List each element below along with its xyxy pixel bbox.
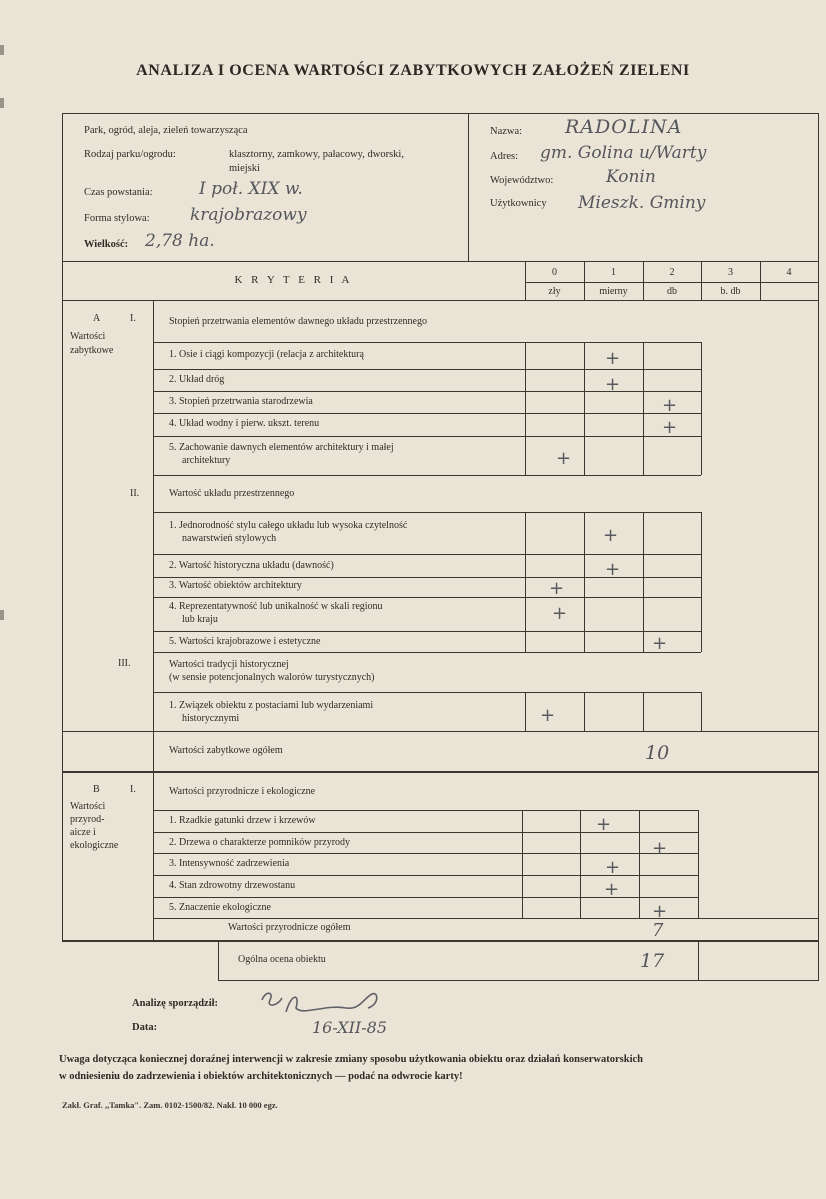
- criterion-a1-2: 2. Układ dróg: [169, 374, 225, 385]
- mark-a1-2: +: [605, 374, 621, 395]
- col-line: [525, 692, 526, 731]
- mark-a1-3: +: [662, 395, 678, 416]
- criterion-a1-5: 5. Zachowanie dawnych elementów architektury i małej: [169, 442, 394, 453]
- criterion-a2-5: 5. Wartości krajobrazowe i estetyczne: [169, 636, 321, 647]
- col-0-name: zły: [548, 286, 561, 297]
- note-text-2-emphasis: podać na odwrocie karty!: [348, 1071, 463, 1082]
- section-a-roman-2: II.: [130, 488, 140, 499]
- style-label: Forma stylowa:: [84, 213, 150, 224]
- section-a-divider: [153, 300, 154, 771]
- mark-b1-2: +: [652, 838, 668, 859]
- users-value: Mieszk. Gminy: [578, 193, 706, 213]
- mark-a3-1: +: [540, 705, 556, 726]
- row-line: [153, 832, 698, 833]
- col-line: [580, 810, 581, 918]
- mark-b1-4: +: [604, 879, 620, 900]
- margin-mark: [0, 45, 4, 55]
- margin-mark: [0, 610, 4, 620]
- group2-title: Wartość układu przestrzennego: [169, 488, 295, 499]
- criterion-a3-1: 1. Związek obiektu z postaciami lub wydarzeniami: [169, 700, 374, 711]
- col-line: [701, 512, 702, 652]
- criterion-a2-2: 2. Wartość historyczna układu (dawność): [169, 560, 334, 571]
- criterion-b1-2: 2. Drzewa o charakterze pomników przyrody: [169, 837, 351, 848]
- row-line: [153, 413, 701, 414]
- col-0-number: 0: [552, 267, 557, 278]
- mark-a2-2: +: [605, 559, 621, 580]
- row-line: [153, 512, 701, 513]
- criterion-a1-1: 1. Osie i ciągi kompozycji (relacja z architekturą: [169, 349, 364, 360]
- section-b-name-2: przyrod-: [70, 814, 105, 825]
- criterion-a2-4: 4. Reprezentatywność lub unikalność w skali regionu: [169, 601, 383, 612]
- size-value: 2,78 ha.: [145, 231, 215, 251]
- col-line: [525, 512, 526, 652]
- group3-title: Wartości tradycji historycznej: [169, 659, 289, 670]
- col-line: [643, 512, 644, 652]
- section-a-bottom: [62, 771, 819, 773]
- mark-a2-5: +: [652, 633, 668, 654]
- criterion-a3-1-cont: historycznymi: [182, 713, 240, 724]
- park-kind-label: Rodzaj parku/ogrodu:: [84, 149, 176, 160]
- section-a-total-value: 10: [645, 742, 670, 764]
- criterion-a2-1: 1. Jednorodność stylu całego układu lub wysoka czytelność: [169, 520, 408, 531]
- row-line: [153, 436, 701, 437]
- note-text-1: koniecznej doraźnej interwencji w zakresie zmiany sposobu użytkowania obiektu oraz działań konserwatorskich: [136, 1054, 643, 1065]
- col-3-name: b. db: [720, 286, 741, 297]
- header-bottom: [62, 261, 819, 262]
- section-b-divider: [153, 771, 154, 941]
- section-a-total-label: Wartości zabytkowe ogółem: [169, 745, 283, 756]
- col-line: [525, 342, 526, 475]
- criterion-b1-4: 4. Stan zdrowotny drzewostanu: [169, 880, 296, 891]
- criteria-header-bottom: [62, 300, 819, 301]
- group3-subtitle: (w sensie potencjonalnych walorów turystycznych): [169, 672, 375, 683]
- address-value: gm. Golina u/Warty: [540, 143, 707, 163]
- section-b-code: B: [93, 784, 100, 795]
- form-title: ANALIZA I OCENA WARTOŚCI ZABYTKOWYCH ZAŁOŻEŃ ZIELENI: [136, 62, 690, 79]
- col-1-name: mierny: [599, 286, 628, 297]
- voivodeship-value: Konin: [606, 167, 656, 187]
- name-label: Nazwa:: [490, 126, 523, 137]
- margin-mark: [0, 98, 4, 108]
- frame-top: [62, 113, 819, 114]
- frame-bottom: [62, 940, 819, 942]
- overall-col: [698, 941, 699, 981]
- note-line-1: [59, 1054, 819, 1065]
- mark-a1-4: +: [662, 417, 678, 438]
- criterion-a2-1-cont: nawarstwień stylowych: [182, 533, 277, 544]
- created-label: Czas powstania:: [84, 187, 153, 198]
- criterion-b1-3: 3. Intensywność zadrzewienia: [169, 858, 290, 869]
- park-kind-options: klasztorny, zamkowy, pałacowy, dworski,: [229, 149, 404, 160]
- mark-b1-1: +: [596, 814, 612, 835]
- section-b-total-value: 7: [652, 920, 664, 941]
- frame-left: [62, 113, 63, 941]
- col-4-number: 4: [786, 267, 792, 278]
- park-kind-options-2: miejski: [229, 163, 260, 174]
- style-value: krajobrazowy: [190, 205, 307, 225]
- row-line: [153, 652, 701, 653]
- section-b-total-label: Wartości przyrodnicze ogółem: [228, 922, 351, 933]
- date-label: Data:: [132, 1022, 158, 1033]
- col-line: [701, 342, 702, 475]
- note-line-2: [59, 1071, 463, 1082]
- prepared-by-label: Analizę sporządził:: [132, 998, 219, 1009]
- col-line: [643, 692, 644, 731]
- row-line: [153, 597, 701, 598]
- row-line: [153, 631, 701, 632]
- section-b-name-3: aicze i: [70, 827, 96, 838]
- col-line: [584, 692, 585, 731]
- section-b-group-title: Wartości przyrodnicze i ekologiczne: [169, 786, 316, 797]
- size-label: Wielkość:: [84, 239, 129, 250]
- col-line: [584, 512, 585, 652]
- frame-right: [818, 113, 819, 980]
- criterion-a1-3: 3. Stopień przetrwania starodrzewia: [169, 396, 313, 407]
- col-line: [522, 810, 523, 918]
- criterion-b1-1: 1. Rzadkie gatunki drzew i krzewów: [169, 815, 316, 826]
- section-a-name-2: zabytkowe: [70, 345, 114, 356]
- note-text-2: w odniesieniu do zadrzewienia i obiektów architektonicznych —: [59, 1071, 349, 1082]
- printer-info: Zakł. Graf. ,,Tamka". Zam. 0102-1500/82. Nakł. 10 000 egz.: [62, 1100, 278, 1110]
- col-line: [584, 342, 585, 475]
- section-a-roman-3: III.: [118, 658, 131, 669]
- col-2-number: 2: [669, 267, 675, 278]
- mark-b1-5: +: [652, 901, 668, 922]
- address-label: Adres:: [490, 151, 518, 162]
- name-value: RADOLINA: [565, 116, 683, 138]
- mark-a2-4: +: [552, 603, 568, 624]
- col-line: [639, 810, 640, 918]
- criteria-header-mid: [525, 282, 818, 283]
- mark-b1-3: +: [605, 857, 621, 878]
- group1-title: Stopień przetrwania elementów dawnego układu przestrzennego: [169, 316, 427, 327]
- row-line: [153, 853, 698, 854]
- mark-a2-3: +: [549, 578, 565, 599]
- criterion-b1-5: 5. Znaczenie ekologiczne: [169, 902, 271, 913]
- criterion-a1-5-cont: architektury: [182, 455, 231, 466]
- criterion-a1-4: 4. Układ wodny i pierw. ukszt. terenu: [169, 418, 320, 429]
- row-line: [62, 731, 819, 732]
- section-b-roman: I.: [130, 784, 136, 795]
- section-a-code: A: [93, 313, 101, 324]
- section-b-name-4: ekologiczne: [70, 840, 119, 851]
- date-value: 16-XII-85: [312, 1018, 387, 1037]
- row-line: [153, 918, 818, 919]
- section-a-roman-1: I.: [130, 313, 136, 324]
- criterion-a2-3: 3. Wartość obiektów architektury: [169, 580, 302, 591]
- col-line: [643, 342, 644, 475]
- section-a-name-1: Wartości: [70, 331, 106, 342]
- criteria-heading: K R Y T E R I A: [234, 274, 353, 286]
- criterion-a2-4-cont: lub kraju: [182, 614, 218, 625]
- col-1-number: 1: [611, 267, 616, 278]
- overall-bottom: [218, 980, 819, 981]
- users-label: Użytkownicy: [490, 198, 547, 209]
- col-2-name: db: [667, 286, 677, 297]
- col-line: [701, 692, 702, 731]
- header-divider: [468, 113, 469, 261]
- col-3-number: 3: [728, 267, 733, 278]
- row-line: [153, 810, 698, 811]
- overall-left: [218, 941, 219, 981]
- created-value: I poł. XIX w.: [199, 179, 303, 199]
- section-b-name-1: Wartości: [70, 801, 106, 812]
- row-line: [153, 554, 701, 555]
- park-type-label: Park, ogród, aleja, zieleń towarzysząca: [84, 125, 248, 136]
- row-line: [153, 475, 701, 476]
- row-line: [153, 692, 701, 693]
- mark-a1-5: +: [556, 448, 572, 469]
- voivodeship-label: Województwo:: [490, 175, 554, 186]
- mark-a1-1: +: [605, 348, 621, 369]
- row-line: [153, 369, 701, 370]
- overall-value: 17: [640, 950, 665, 972]
- col-line: [698, 810, 699, 918]
- overall-label: Ogólna ocena obiektu: [238, 954, 326, 965]
- mark-a2-1: +: [603, 525, 619, 546]
- note-bold-start: Uwaga dotycząca: [59, 1054, 137, 1065]
- row-line: [153, 342, 701, 343]
